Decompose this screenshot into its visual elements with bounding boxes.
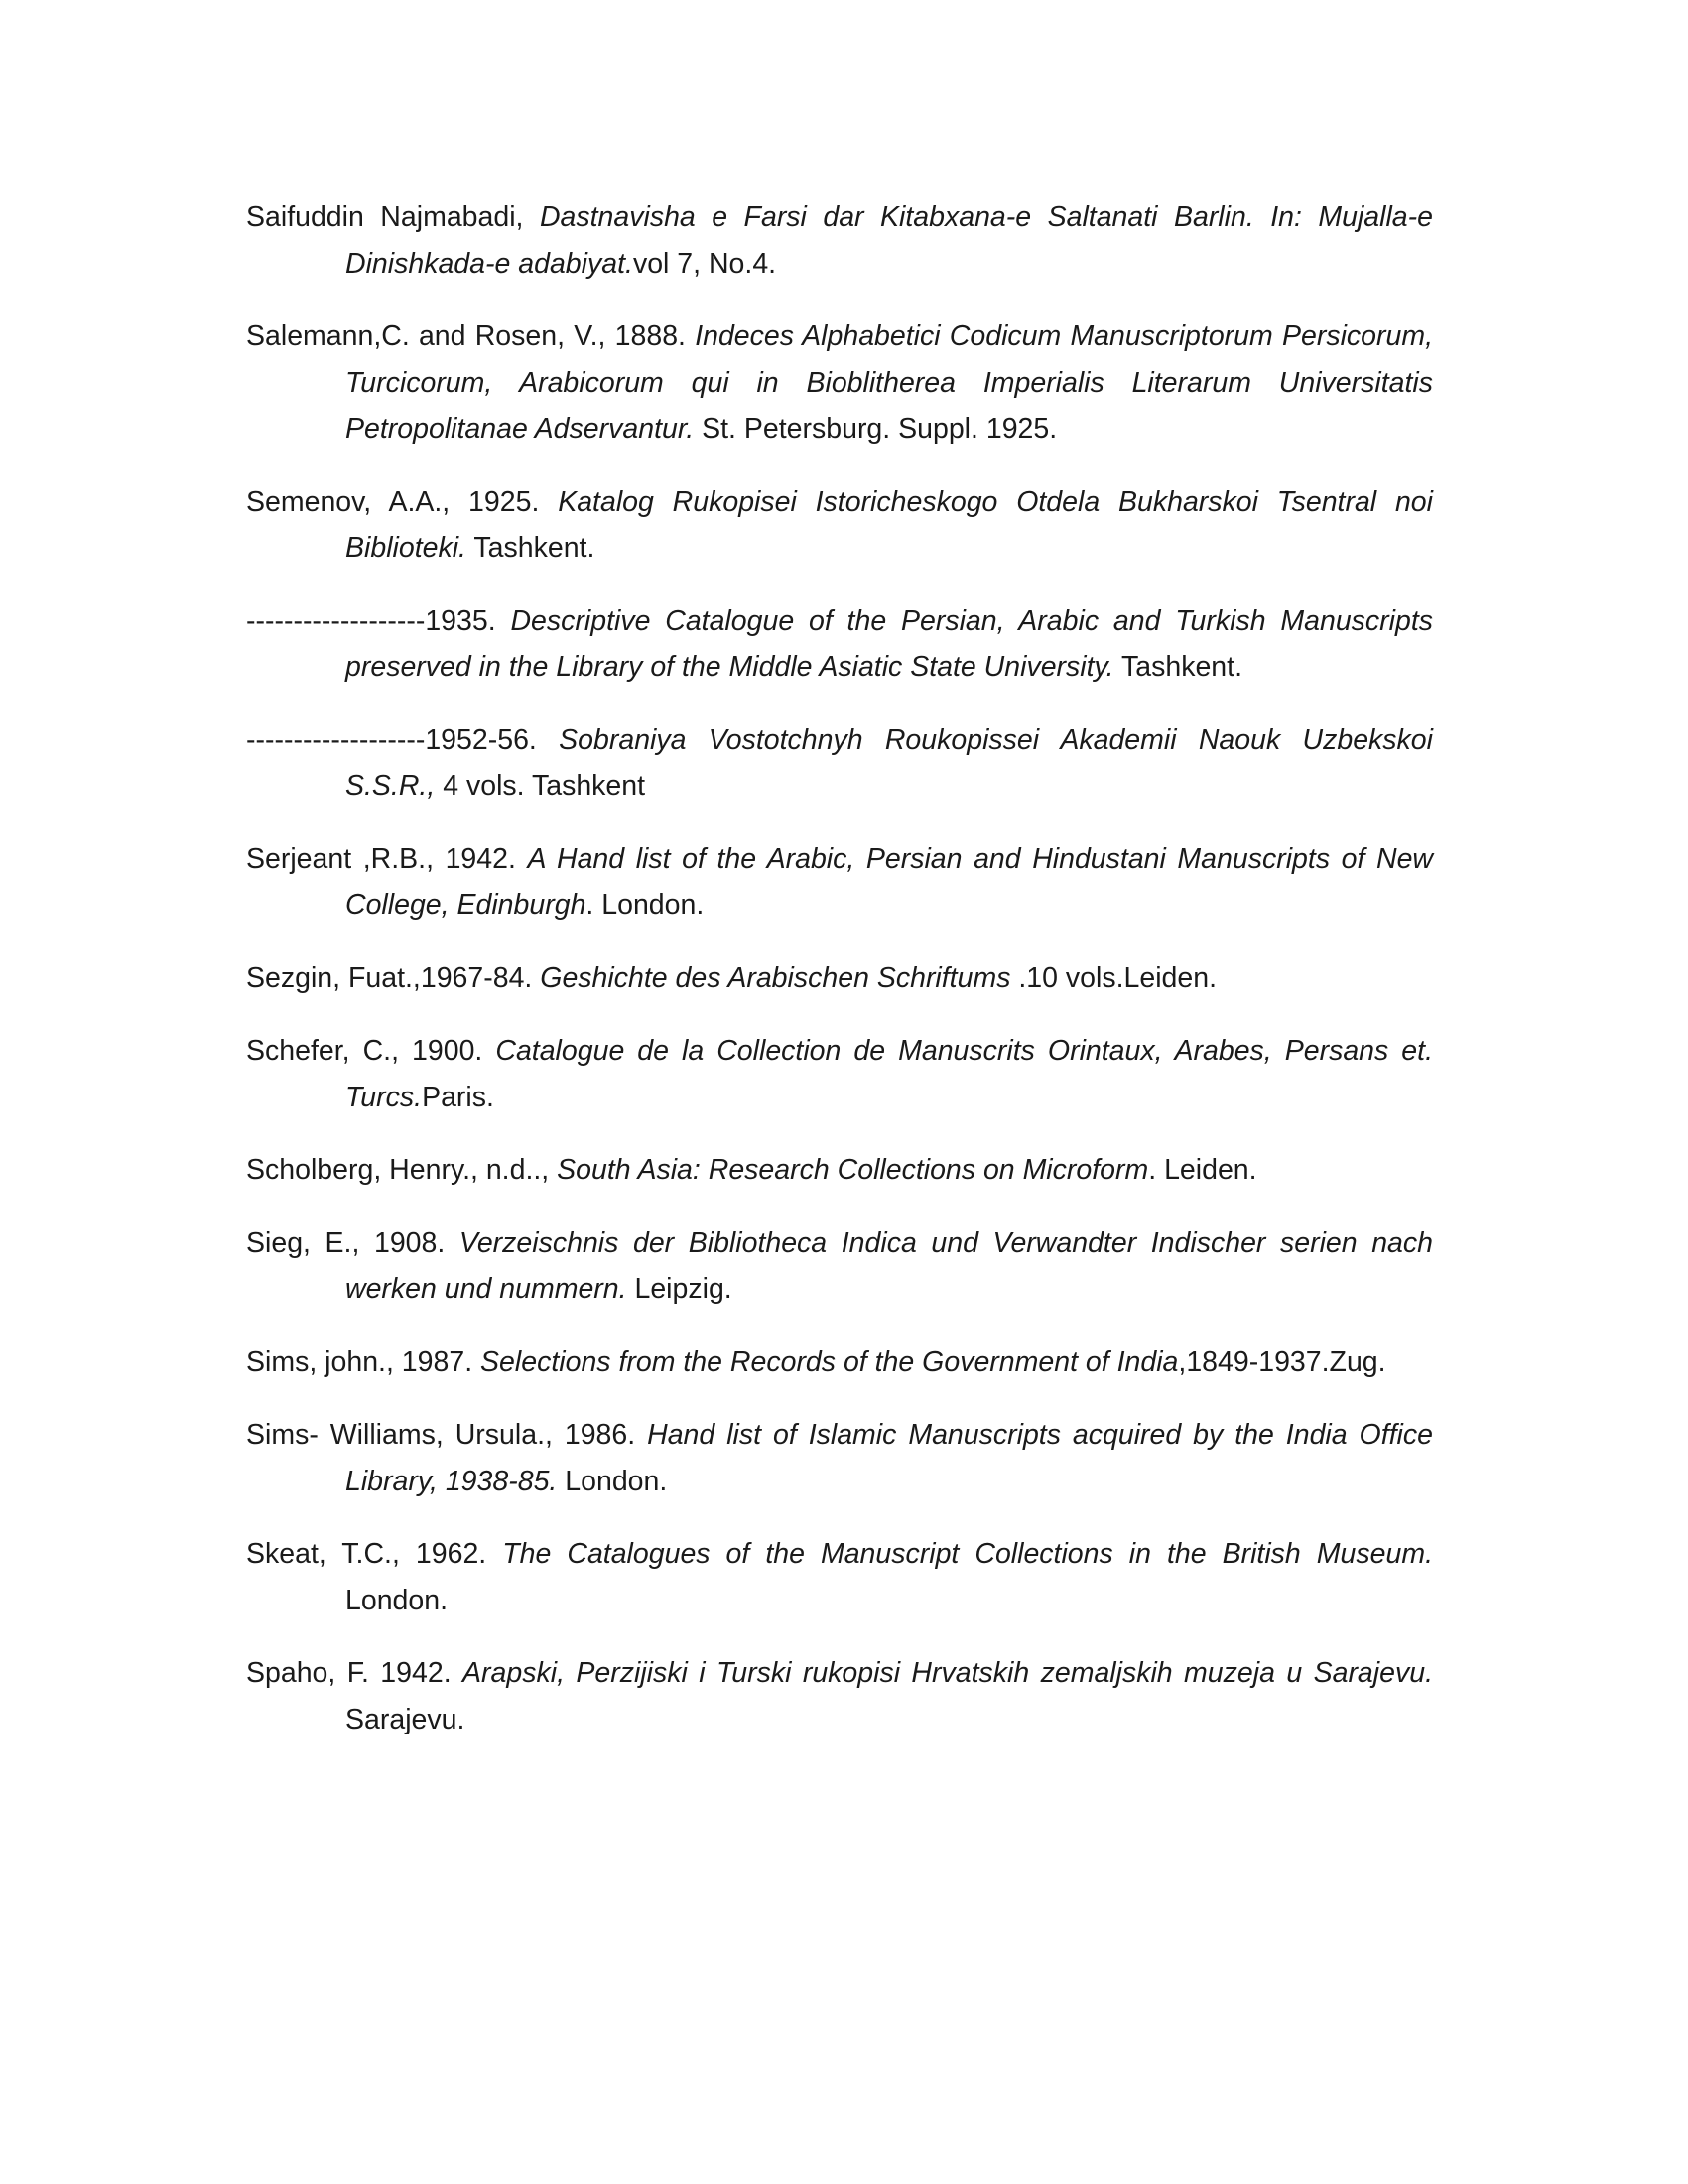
bibliography-entry <box>246 1220 1433 1313</box>
entry-author-year: Salemann,C. and Rosen, V., 1888. <box>246 321 696 352</box>
entry-author-year: -------------------1935. <box>246 604 511 637</box>
entry-title: Arapski, Perzijiski i Turski rukopisi Hrvatskih zemaljskih muzeja u Sarajevu. <box>462 1657 1433 1689</box>
bibliography-entry <box>246 314 1433 452</box>
entry-publication-details: .10 vols.Leiden. <box>1010 962 1218 994</box>
entry-author-year: Scholberg, Henry., n.d.., <box>246 1154 558 1186</box>
entry-author-year: Skeat, T.C., 1962. <box>246 1538 503 1570</box>
entry-author-year: Serjeant ,R.B., 1942. <box>246 842 528 875</box>
entry-title: Indeces Alphabetici Codicum Manuscriptorum Persicorum, Turcicorum, Arabicorum qui in Bioblitherea Imperialis Literarum Universitatis Petropolitanae Adservantur. <box>345 321 1433 445</box>
entry-publication-details: Leipzig. <box>626 1273 732 1305</box>
entry-title: Geshichte des Arabischen Schriftums <box>540 962 1011 994</box>
bibliography-entry <box>246 1340 1433 1386</box>
entry-publication-details: . London. <box>585 889 705 921</box>
bibliography-entry <box>246 1147 1433 1194</box>
bibliography-entry <box>246 479 1433 572</box>
entry-title: Selections from the Records of the Government of India <box>480 1346 1179 1378</box>
bibliography-entry <box>246 1028 1433 1120</box>
entry-title: The Catalogues of the Manuscript Collections in the British Museum. <box>502 1538 1433 1570</box>
entry-title: Verzeischnis der Bibliotheca Indica und Verwandter Indischer serien nach werken und nummern. <box>345 1226 1433 1305</box>
entry-publication-details: Tashkent. <box>465 532 595 564</box>
entry-title: Dastnavisha e Farsi dar Kitabxana-e Saltanati Barlin. In: Mujalla-e Dinishkada-e adabiyat. <box>345 201 1433 280</box>
entry-author-year: Sims, john., 1987. <box>246 1346 481 1378</box>
entry-title: Catalogue de la Collection de Manuscrits Orintaux, Arabes, Persans et. Turcs. <box>345 1035 1433 1113</box>
entry-title: A Hand list of the Arabic, Persian and Hindustani Manuscripts of New College, Edinburgh <box>345 842 1433 921</box>
entry-publication-details: Sarajevu. <box>345 1703 465 1735</box>
entry-author-year: Saifuddin Najmabadi, <box>246 201 540 233</box>
entry-publication-details: ,1849-1937.Zug. <box>1178 1346 1386 1378</box>
bibliography-entry <box>246 598 1433 691</box>
entry-publication-details: vol 7, No.4. <box>632 247 777 280</box>
entry-title: Katalog Rukopisei Istoricheskogo Otdela Bukharskoi Tsentral noi Biblioteki. <box>345 485 1433 564</box>
entry-title: South Asia: Research Collections on Microform <box>557 1154 1149 1186</box>
bibliography-entry <box>246 1412 1433 1504</box>
entry-author-year: Semenov, A.A., 1925. <box>246 485 559 518</box>
entry-author-year: -------------------1952-56. <box>246 723 560 756</box>
entry-author-year: Spaho, F. 1942. <box>246 1657 463 1689</box>
bibliography-entry <box>246 1531 1433 1623</box>
entry-publication-details: 4 vols. Tashkent <box>435 770 646 802</box>
bibliography-list <box>246 194 1433 1769</box>
entry-publication-details: Tashkent. <box>1113 651 1242 683</box>
entry-publication-details: St. Petersburg. Suppl. 1925. <box>694 413 1058 445</box>
entry-author-year: Sims- Williams, Ursula., 1986. <box>246 1419 648 1451</box>
entry-publication-details: Paris. <box>422 1081 494 1113</box>
entry-publication-details: . Leiden. <box>1148 1154 1257 1186</box>
bibliography-entry <box>246 836 1433 929</box>
entry-author-year: Sieg, E., 1908. <box>246 1226 459 1259</box>
bibliography-entry <box>246 956 1433 1002</box>
bibliography-entry <box>246 717 1433 810</box>
entry-title: Descriptive Catalogue of the Persian, Arabic and Turkish Manuscripts preserved in the Library of the Middle Asiatic State University. <box>345 604 1434 683</box>
entry-publication-details: London. <box>557 1465 668 1497</box>
entry-author-year: Sezgin, Fuat.,1967-84. <box>246 962 541 994</box>
entry-title: Hand list of Islamic Manuscripts acquired by the India Office Library, 1938-85. <box>345 1419 1433 1497</box>
entry-author-year: Schefer, C., 1900. <box>246 1035 496 1067</box>
bibliography-entry <box>246 1650 1433 1742</box>
entry-publication-details: London. <box>345 1584 449 1616</box>
entry-title: Sobraniya Vostotchnyh Roukopissei Akademii Naouk Uzbekskoi S.S.R., <box>345 723 1433 802</box>
bibliography-entry <box>246 194 1433 287</box>
